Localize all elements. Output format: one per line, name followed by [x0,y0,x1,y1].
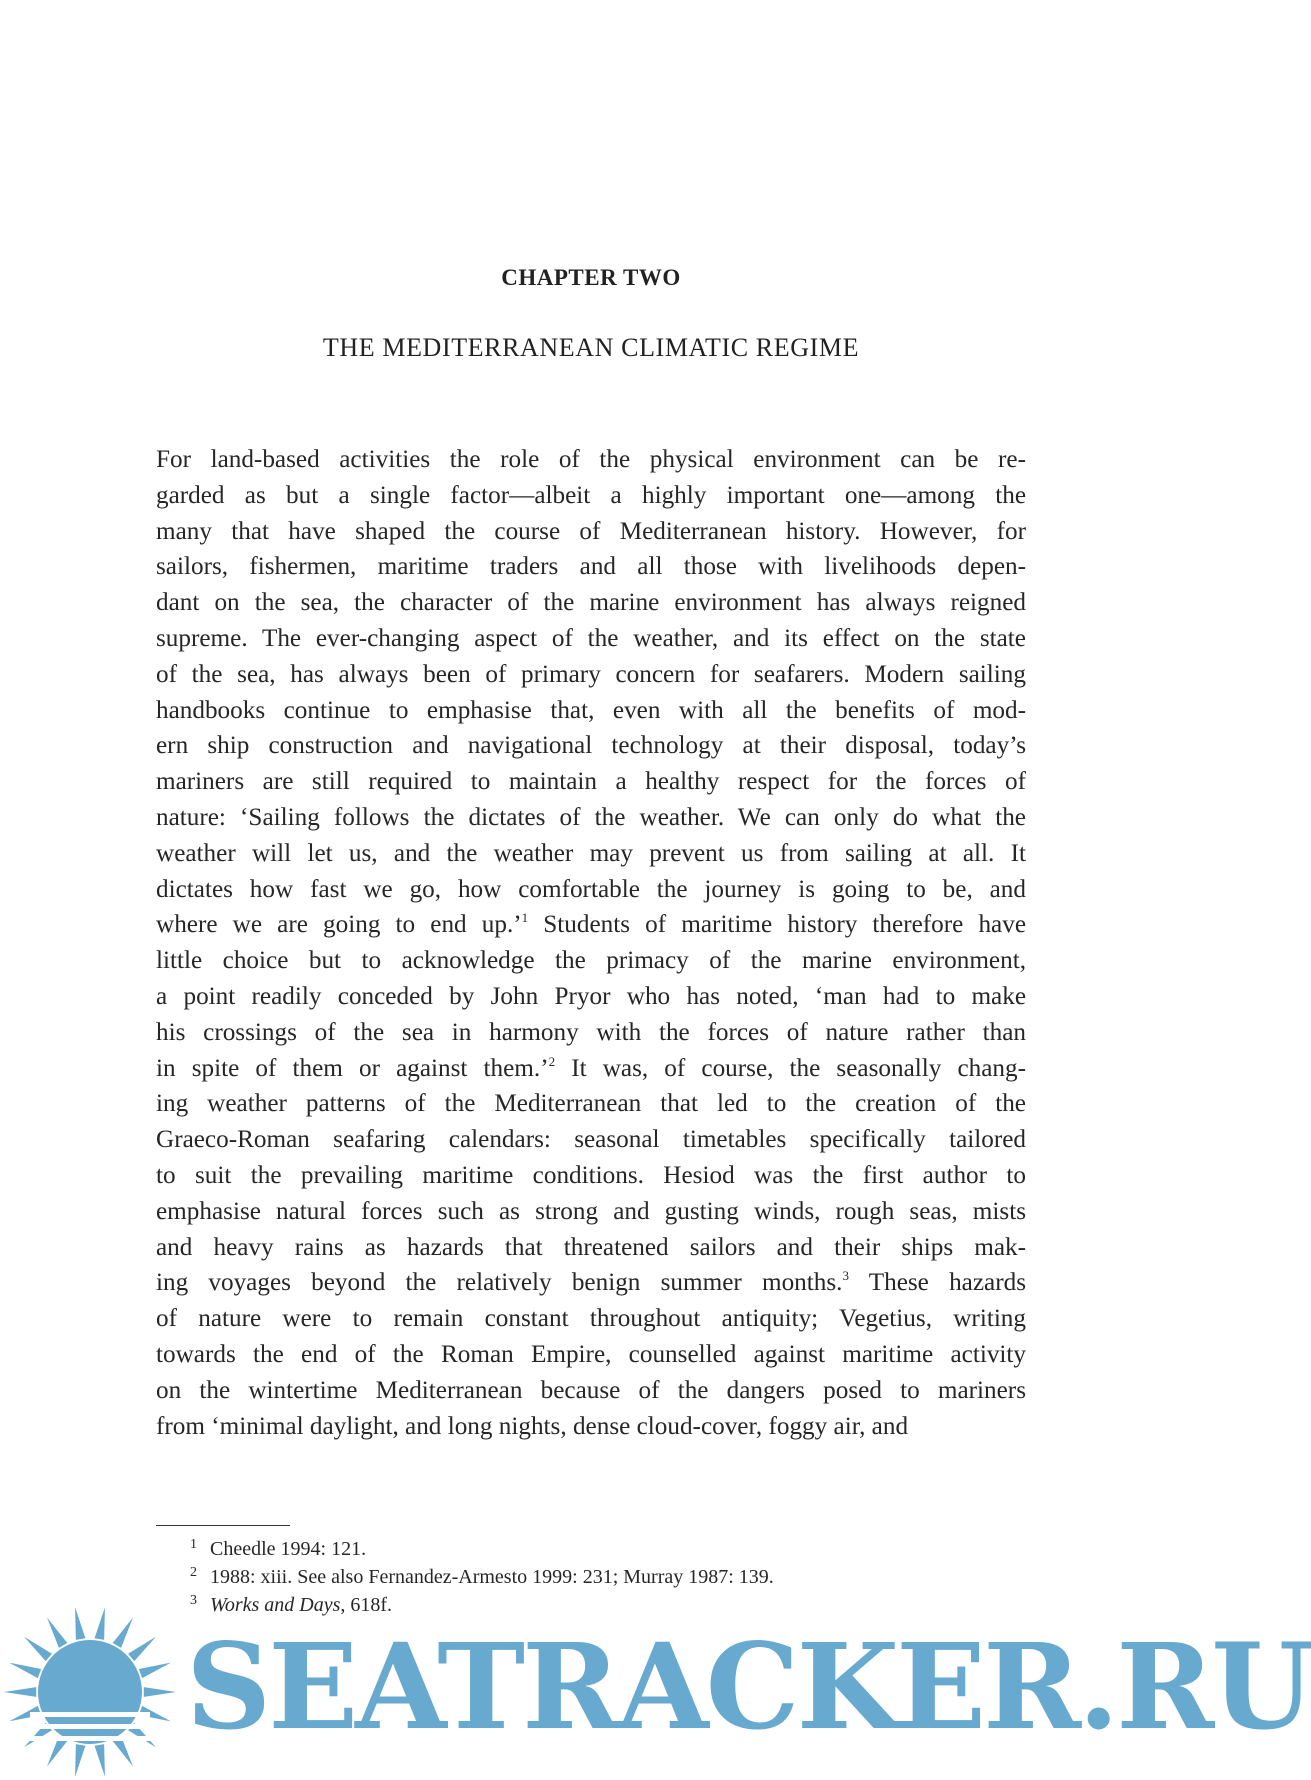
sun-ray [24,1637,52,1661]
text-line: and heavy rains as hazards that threatened sailors and their ships mak- [156,1233,1026,1261]
text-line: little choice but to acknowledge the primacy of the marine environment, [156,947,1026,975]
note-ref[interactable]: 1 [521,910,529,926]
text-line: nature: ‘Sailing follows the dictates of the weather. We can only do what the [156,803,1026,831]
text-line: garded as but a single factor—albeit a highly important one—among the [156,481,1026,509]
text-line: Graeco-Roman seafaring calendars: seasonal timetables specifically tailored [156,1126,1026,1154]
chapter-title: THE MEDITERRANEAN CLIMATIC REGIME [322,333,860,362]
sun-ray [113,1618,133,1648]
footnote-text: Cheedle 1994: 121. [210,1538,367,1560]
body-text [156,442,1026,1444]
text-fragment: Students of maritime history therefore have [528,911,1026,939]
sun-ray [4,1687,36,1697]
text-fragment: in spite of them or against them.’ [156,1054,549,1082]
sun-ray [75,1744,85,1777]
text-fragment: These hazards [848,1269,1026,1297]
text-fragment: ing voyages beyond the relatively benign summer months. [156,1269,843,1297]
chapter-label: CHAPTER TWO [501,265,681,290]
text-line: dictates how fast we go, how comfortable the journey is going to be, and [156,875,1026,903]
footnote-number: 3 [190,1593,197,1608]
text-line: emphasise natural forces such as strong and gusting winds, rough seas, mists [156,1197,1026,1225]
text-line: a point readily conceded by John Pryor who has noted, ‘man had to make [156,982,1026,1010]
text-line: handbooks continue to emphasise that, even with all the benefits of mod- [156,696,1026,724]
sun-ray [95,1744,105,1777]
text-line [156,1265,1026,1301]
text-line: his crossings of the sea in harmony with the forces of nature rather than [156,1018,1026,1046]
text-line: of nature were to remain constant throughout antiquity; Vegetius, writing [156,1305,1026,1333]
text-line: of the sea, has always been of primary concern for seafarers. Modern sailing [156,660,1026,688]
footnote-number: 2 [190,1565,197,1580]
text-fragment: It was, of course, the seasonally chang- [555,1054,1026,1082]
watermark-text: SEATRACKER.RU [186,1617,1311,1756]
sun-ray [47,1618,67,1648]
text-line: many that have shaped the course of Mediterranean history. However, for [156,517,1026,545]
text-line: sailors, fishermen, maritime traders and all those with livelihoods depen- [156,553,1026,581]
text-line: weather will let us, and the weather may prevent us from sailing at all. It [156,839,1026,867]
sun-icon [0,1600,180,1780]
text-line: For land-based activities the role of the physical environment can be re- [156,446,1026,473]
footnote-rule [156,1525,290,1526]
sun-ray [9,1663,41,1679]
footnote-number: 1 [190,1537,197,1552]
text-line: mariners are still required to maintain a healthy respect for the forces of [156,768,1026,796]
text-line: from ‘minimal daylight, and long nights, dense cloud-cover, foggy air, and [156,1412,909,1440]
footnote-text: 1988: xiii. See also Fernandez-Armesto 1999: 231; Murray 1987: 139. [210,1566,774,1588]
note-ref[interactable]: 3 [842,1268,849,1284]
text-line: ern ship construction and navigational technology at their disposal, today’s [156,732,1026,760]
sun-ray [144,1687,176,1697]
sun-ray [128,1637,156,1661]
text-line [156,907,1026,943]
text-line: dant on the sea, the character of the marine environment has always reigned [156,589,1026,617]
footnote-text: , 618f. [340,1594,393,1616]
watermark [0,1600,1311,1780]
text-line: towards the end of the Roman Empire, counselled against maritime activity [156,1340,1026,1368]
note-ref[interactable]: 2 [548,1053,556,1069]
sun-ray [95,1607,105,1640]
text-line: ing weather patterns of the Mediterranean that led to the creation of the [156,1090,1026,1118]
footnote-title: Works and Days [210,1594,341,1616]
footnote [156,1535,1026,1563]
footnote [156,1563,1026,1591]
text-line: on the wintertime Mediterranean because of the dangers posed to mariners [156,1376,1026,1404]
sun-ray [75,1607,85,1640]
text-line: supreme. The ever-changing aspect of the weather, and its effect on the state [156,624,1026,652]
text-fragment: where we are going to end up.’ [156,911,522,939]
text-line [156,1051,1026,1087]
sun-ray [139,1663,171,1679]
text-line: to suit the prevailing maritime conditions. Hesiod was the first author to [156,1161,1026,1189]
